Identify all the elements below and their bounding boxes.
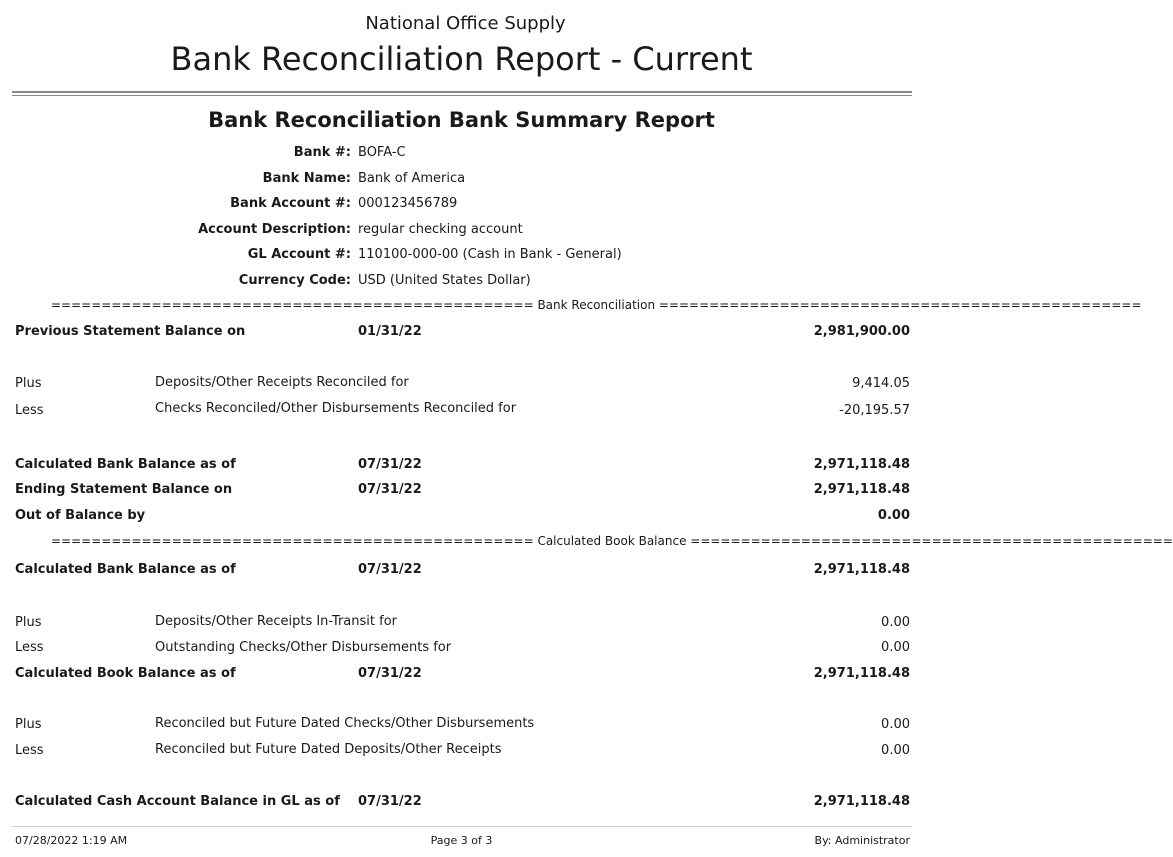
- bank-name-label: Bank Name:: [262, 171, 351, 186]
- currency-code-label: Currency Code:: [238, 273, 351, 288]
- future-dated-deposits-amount: 0.00: [881, 743, 910, 758]
- out-of-balance-label: Out of Balance by: [15, 508, 146, 523]
- plus-label-2: Plus: [15, 615, 42, 630]
- gl-account-value: 110100-000-00 (Cash in Bank - General): [358, 247, 622, 262]
- out-of-balance-amount: 0.00: [877, 508, 910, 523]
- calculated-bank-balance-amount: 2,971,118.48: [813, 457, 910, 472]
- bank-number-label: Bank #:: [293, 145, 351, 160]
- ending-statement-balance-date: 07/31/22: [358, 482, 422, 497]
- company-name: National Office Supply: [365, 13, 566, 34]
- footer-user: By: Administrator: [814, 834, 910, 847]
- header-rule: [12, 91, 912, 93]
- calculated-bank-balance-label: Calculated Bank Balance as of: [15, 457, 236, 472]
- less-label-2: Less: [15, 640, 44, 655]
- plus-label-3: Plus: [15, 717, 42, 732]
- account-description-label: Account Description:: [198, 222, 351, 237]
- ending-statement-balance-amount: 2,971,118.48: [813, 482, 910, 497]
- calculated-book-balance-divider: ================================================ Calculated Book Balance ================================================: [51, 534, 1173, 548]
- less-label-3: Less: [15, 743, 44, 758]
- checks-reconciled-desc: Checks Reconciled/Other Disbursements Reconciled for: [155, 401, 517, 416]
- account-description-value: regular checking account: [358, 222, 523, 237]
- report-title: Bank Reconciliation Report - Current: [170, 40, 753, 78]
- calculated-bank-balance-label-2: Calculated Bank Balance as of: [15, 562, 236, 577]
- calculated-book-balance-date: 07/31/22: [358, 666, 422, 681]
- deposits-reconciled-amount: 9,414.05: [852, 376, 910, 391]
- bank-account-label: Bank Account #:: [230, 196, 351, 211]
- calculated-book-balance-amount: 2,971,118.48: [813, 666, 910, 681]
- deposits-reconciled-desc: Deposits/Other Receipts Reconciled for: [155, 375, 409, 390]
- deposits-in-transit-amount: 0.00: [881, 615, 910, 630]
- calculated-cash-balance-amount: 2,971,118.48: [813, 794, 910, 809]
- previous-balance-date: 01/31/22: [358, 324, 422, 339]
- calculated-cash-balance-date: 07/31/22: [358, 794, 422, 809]
- bank-name-value: Bank of America: [358, 171, 466, 186]
- report-subtitle: Bank Reconciliation Bank Summary Report: [208, 108, 715, 132]
- calculated-book-balance-label: Calculated Book Balance as of: [15, 666, 236, 681]
- checks-reconciled-amount: -20,195.57: [839, 403, 910, 418]
- calculated-bank-balance-date: 07/31/22: [358, 457, 422, 472]
- future-dated-checks-amount: 0.00: [881, 717, 910, 732]
- previous-balance-amount: 2,981,900.00: [813, 324, 910, 339]
- less-label: Less: [15, 403, 44, 418]
- outstanding-checks-amount: 0.00: [881, 640, 910, 655]
- bank-account-value: 000123456789: [358, 196, 458, 211]
- previous-balance-label: Previous Statement Balance on: [15, 324, 246, 339]
- header-rule-thin: [12, 95, 912, 96]
- footer-timestamp: 07/28/2022 1:19 AM: [15, 834, 128, 847]
- plus-label: Plus: [15, 376, 42, 391]
- gl-account-label: GL Account #:: [247, 247, 351, 262]
- calculated-bank-balance-date-2: 07/31/22: [358, 562, 422, 577]
- currency-code-value: USD (United States Dollar): [358, 273, 531, 288]
- calculated-bank-balance-amount-2: 2,971,118.48: [813, 562, 910, 577]
- footer-rule: [12, 826, 912, 827]
- bank-number-value: BOFA-C: [358, 145, 406, 160]
- future-dated-deposits-desc: Reconciled but Future Dated Deposits/Other Receipts: [155, 742, 502, 757]
- outstanding-checks-desc: Outstanding Checks/Other Disbursements for: [155, 640, 452, 655]
- bank-reconciliation-divider: ================================================ Bank Reconciliation ================================================: [51, 298, 1142, 312]
- ending-statement-balance-label: Ending Statement Balance on: [15, 482, 233, 497]
- footer-page-number: Page 3 of 3: [430, 834, 493, 847]
- calculated-cash-balance-label: Calculated Cash Account Balance in GL as of: [15, 794, 340, 809]
- future-dated-checks-desc: Reconciled but Future Dated Checks/Other Disbursements: [155, 716, 535, 731]
- deposits-in-transit-desc: Deposits/Other Receipts In-Transit for: [155, 614, 397, 629]
